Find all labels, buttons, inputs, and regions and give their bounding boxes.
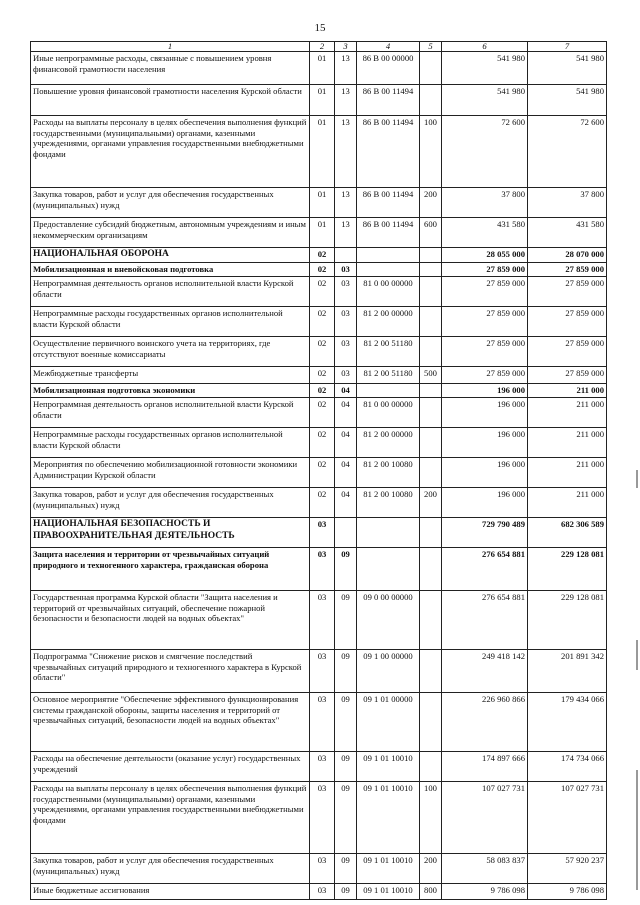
row-section: 03 <box>310 518 335 548</box>
row-section: 03 <box>310 782 335 854</box>
row-expense-type <box>420 248 442 263</box>
row-subsection: 03 <box>335 307 357 337</box>
row-subsection: 09 <box>335 591 357 650</box>
row-amount-year2: 211 000 <box>528 458 607 488</box>
row-amount-year1: 541 980 <box>442 52 528 85</box>
row-subsection: 13 <box>335 218 357 248</box>
row-name: Иные непрограммные расходы, связанные с повышением уровня финансовой грамотности населения <box>31 52 310 85</box>
table-row <box>31 854 607 884</box>
table-row <box>31 218 607 248</box>
row-amount-year2: 27 859 000 <box>528 277 607 307</box>
row-target-article: 81 2 00 00000 <box>357 307 420 337</box>
table-row <box>31 188 607 218</box>
row-target-article: 09 0 00 00000 <box>357 591 420 650</box>
row-expense-type <box>420 591 442 650</box>
row-amount-year2: 229 128 081 <box>528 591 607 650</box>
row-expense-type <box>420 307 442 337</box>
row-amount-year1: 37 800 <box>442 188 528 218</box>
row-amount-year2: 27 859 000 <box>528 367 607 384</box>
row-subsection: 04 <box>335 488 357 518</box>
table-row <box>31 518 607 548</box>
table-row <box>31 548 607 591</box>
row-subsection: 09 <box>335 650 357 693</box>
table-row <box>31 367 607 384</box>
column-header: 3 <box>335 42 357 52</box>
row-amount-year2: 57 920 237 <box>528 854 607 884</box>
row-target-article <box>357 518 420 548</box>
row-expense-type <box>420 650 442 693</box>
row-section: 02 <box>310 398 335 428</box>
table-row <box>31 458 607 488</box>
row-amount-year1: 431 580 <box>442 218 528 248</box>
row-amount-year1: 226 960 866 <box>442 693 528 752</box>
row-expense-type <box>420 693 442 752</box>
row-amount-year1: 27 859 000 <box>442 263 528 277</box>
row-subsection: 09 <box>335 884 357 900</box>
row-target-article <box>357 548 420 591</box>
table-row <box>31 752 607 782</box>
row-amount-year2: 72 600 <box>528 116 607 188</box>
row-target-article: 09 1 01 10010 <box>357 752 420 782</box>
row-expense-type: 200 <box>420 188 442 218</box>
row-section: 03 <box>310 854 335 884</box>
row-amount-year1: 58 083 837 <box>442 854 528 884</box>
row-amount-year2: 37 800 <box>528 188 607 218</box>
row-subsection: 13 <box>335 85 357 116</box>
row-amount-year1: 249 418 142 <box>442 650 528 693</box>
row-section: 01 <box>310 85 335 116</box>
row-amount-year2: 27 859 000 <box>528 263 607 277</box>
row-amount-year2: 9 786 098 <box>528 884 607 900</box>
table-row <box>31 884 607 900</box>
row-amount-year1: 196 000 <box>442 458 528 488</box>
row-expense-type <box>420 548 442 591</box>
row-name: Подпрограмма "Снижение рисков и смягчение последствий чрезвычайных ситуаций природного и техногенного характера в Курской области" <box>31 650 310 693</box>
row-subsection: 03 <box>335 367 357 384</box>
row-amount-year1: 196 000 <box>442 398 528 428</box>
row-name: НАЦИОНАЛЬНАЯ БЕЗОПАСНОСТЬ И ПРАВООХРАНИТЕЛЬНАЯ ДЕЯТЕЛЬНОСТЬ <box>31 518 310 548</box>
row-target-article: 86 В 00 11494 <box>357 85 420 116</box>
row-target-article: 09 1 01 10010 <box>357 854 420 884</box>
row-expense-type <box>420 398 442 428</box>
table-row <box>31 384 607 398</box>
row-name: Расходы на выплаты персоналу в целях обеспечения выполнения функций государственными (муниципальными) органами, казенными учреждениями, органами управления государственными внебюджетными фондами <box>31 782 310 854</box>
row-target-article: 09 1 00 00000 <box>357 650 420 693</box>
row-target-article: 86 В 00 11494 <box>357 218 420 248</box>
row-amount-year2: 107 027 731 <box>528 782 607 854</box>
row-name: Мобилизационная и вневойсковая подготовка <box>31 263 310 277</box>
row-expense-type: 100 <box>420 782 442 854</box>
row-subsection: 04 <box>335 398 357 428</box>
row-subsection: 04 <box>335 458 357 488</box>
row-amount-year2: 211 000 <box>528 384 607 398</box>
column-header: 4 <box>357 42 420 52</box>
row-name: Непрограммные расходы государственных органов исполнительной власти Курской области <box>31 428 310 458</box>
row-expense-type <box>420 337 442 367</box>
row-amount-year2: 211 000 <box>528 398 607 428</box>
row-target-article <box>357 263 420 277</box>
row-amount-year1: 28 055 000 <box>442 248 528 263</box>
row-subsection <box>335 248 357 263</box>
row-amount-year1: 276 654 881 <box>442 591 528 650</box>
row-name: Повышение уровня финансовой грамотности населения Курской области <box>31 85 310 116</box>
budget-table <box>30 41 607 900</box>
row-expense-type: 500 <box>420 367 442 384</box>
row-expense-type: 800 <box>420 884 442 900</box>
row-expense-type <box>420 52 442 85</box>
row-name: Осуществление первичного воинского учета на территориях, где отсутствуют военные комиссариаты <box>31 337 310 367</box>
row-expense-type <box>420 384 442 398</box>
row-section: 03 <box>310 693 335 752</box>
column-header: 5 <box>420 42 442 52</box>
row-section: 03 <box>310 752 335 782</box>
row-target-article: 81 0 00 00000 <box>357 277 420 307</box>
row-subsection: 09 <box>335 548 357 591</box>
table-row <box>31 337 607 367</box>
row-amount-year1: 276 654 881 <box>442 548 528 591</box>
table-row <box>31 52 607 85</box>
row-name: Иные бюджетные ассигнования <box>31 884 310 900</box>
row-amount-year1: 729 790 489 <box>442 518 528 548</box>
row-name: Расходы на выплаты персоналу в целях обеспечения выполнения функций государственными (муниципальными) органами, казенными учреждениями, органами управления государственными внебюджетными фондами <box>31 116 310 188</box>
row-section: 02 <box>310 428 335 458</box>
row-amount-year2: 229 128 081 <box>528 548 607 591</box>
column-header: 2 <box>310 42 335 52</box>
row-amount-year2: 174 734 066 <box>528 752 607 782</box>
table-row <box>31 693 607 752</box>
table-row <box>31 591 607 650</box>
row-section: 03 <box>310 650 335 693</box>
row-amount-year1: 196 000 <box>442 384 528 398</box>
row-section: 03 <box>310 591 335 650</box>
row-expense-type <box>420 458 442 488</box>
row-name: Закупка товаров, работ и услуг для обеспечения государственных (муниципальных) нужд <box>31 188 310 218</box>
row-name: Непрограммная деятельность органов исполнительной власти Курской области <box>31 277 310 307</box>
row-section: 01 <box>310 218 335 248</box>
row-amount-year2: 541 980 <box>528 52 607 85</box>
row-amount-year1: 27 859 000 <box>442 337 528 367</box>
column-header: 1 <box>31 42 310 52</box>
row-section: 02 <box>310 384 335 398</box>
row-amount-year2: 27 859 000 <box>528 307 607 337</box>
row-name: Основное мероприятие "Обеспечение эффективного функционирования системы гражданской обороны, защиты населения и территорий от чрезвычайных ситуаций, безопасности людей на водных объектах" <box>31 693 310 752</box>
row-subsection: 09 <box>335 854 357 884</box>
row-section: 03 <box>310 884 335 900</box>
row-expense-type: 100 <box>420 116 442 188</box>
row-section: 01 <box>310 188 335 218</box>
row-amount-year1: 72 600 <box>442 116 528 188</box>
row-amount-year1: 27 859 000 <box>442 307 528 337</box>
table-row <box>31 116 607 188</box>
row-target-article: 81 2 00 51180 <box>357 367 420 384</box>
row-target-article: 81 2 00 10080 <box>357 458 420 488</box>
row-amount-year2: 27 859 000 <box>528 337 607 367</box>
row-subsection: 09 <box>335 693 357 752</box>
row-name: Мероприятия по обеспечению мобилизационной готовности экономики Администрации Курской области <box>31 458 310 488</box>
row-subsection: 04 <box>335 384 357 398</box>
row-subsection <box>335 518 357 548</box>
row-amount-year2: 682 306 589 <box>528 518 607 548</box>
column-header: 7 <box>528 42 607 52</box>
row-target-article: 09 1 01 00000 <box>357 693 420 752</box>
row-target-article: 81 2 00 00000 <box>357 428 420 458</box>
table-row <box>31 248 607 263</box>
row-section: 01 <box>310 52 335 85</box>
table-row <box>31 307 607 337</box>
table-row <box>31 782 607 854</box>
row-expense-type: 200 <box>420 488 442 518</box>
row-subsection: 13 <box>335 116 357 188</box>
row-name: Закупка товаров, работ и услуг для обеспечения государственных (муниципальных) нужд <box>31 488 310 518</box>
row-subsection: 04 <box>335 428 357 458</box>
table-body <box>31 52 607 900</box>
row-section: 02 <box>310 263 335 277</box>
row-subsection: 03 <box>335 277 357 307</box>
row-target-article: 09 1 01 10010 <box>357 884 420 900</box>
page-number: 15 <box>314 22 326 34</box>
row-subsection: 03 <box>335 263 357 277</box>
row-amount-year1: 27 859 000 <box>442 277 528 307</box>
row-expense-type <box>420 85 442 116</box>
row-expense-type <box>420 428 442 458</box>
row-name: Предоставление субсидий бюджетным, автономным учреждениям и иным некоммерческим организациям <box>31 218 310 248</box>
row-subsection: 09 <box>335 752 357 782</box>
row-subsection: 13 <box>335 188 357 218</box>
table-row <box>31 85 607 116</box>
row-target-article: 09 1 01 10010 <box>357 782 420 854</box>
row-amount-year1: 541 980 <box>442 85 528 116</box>
table-row <box>31 428 607 458</box>
row-name: Закупка товаров, работ и услуг для обеспечения государственных (муниципальных) нужд <box>31 854 310 884</box>
row-amount-year2: 211 000 <box>528 428 607 458</box>
row-amount-year2: 201 891 342 <box>528 650 607 693</box>
row-expense-type <box>420 263 442 277</box>
row-expense-type: 200 <box>420 854 442 884</box>
row-target-article <box>357 248 420 263</box>
row-target-article: 86 В 00 11494 <box>357 116 420 188</box>
scan-edge-mark <box>636 640 638 670</box>
scan-edge-mark <box>636 770 638 890</box>
table-row <box>31 277 607 307</box>
row-amount-year2: 431 580 <box>528 218 607 248</box>
row-section: 02 <box>310 307 335 337</box>
row-target-article: 81 2 00 51180 <box>357 337 420 367</box>
row-amount-year2: 211 000 <box>528 488 607 518</box>
row-expense-type <box>420 277 442 307</box>
row-amount-year1: 174 897 666 <box>442 752 528 782</box>
row-section: 01 <box>310 116 335 188</box>
column-header-row <box>31 42 607 52</box>
row-target-article: 81 0 00 00000 <box>357 398 420 428</box>
row-target-article: 86 В 00 11494 <box>357 188 420 218</box>
row-amount-year2: 28 070 000 <box>528 248 607 263</box>
table-row <box>31 650 607 693</box>
table-row <box>31 398 607 428</box>
column-header: 6 <box>442 42 528 52</box>
row-target-article <box>357 384 420 398</box>
row-name: Непрограммные расходы государственных органов исполнительной власти Курской области <box>31 307 310 337</box>
row-section: 02 <box>310 337 335 367</box>
row-expense-type: 600 <box>420 218 442 248</box>
row-target-article: 86 В 00 00000 <box>357 52 420 85</box>
row-amount-year2: 541 980 <box>528 85 607 116</box>
row-amount-year1: 196 000 <box>442 488 528 518</box>
row-amount-year1: 107 027 731 <box>442 782 528 854</box>
row-section: 02 <box>310 458 335 488</box>
row-name: Расходы на обеспечение деятельности (оказание услуг) государственных учреждений <box>31 752 310 782</box>
row-subsection: 03 <box>335 337 357 367</box>
row-section: 02 <box>310 488 335 518</box>
row-name: Защита населения и территории от чрезвычайных ситуаций природного и техногенного характера, гражданская оборона <box>31 548 310 591</box>
row-name: Государственная программа Курской области "Защита населения и территорий от чрезвычайных ситуаций, обеспечение пожарной безопасности и безопасности людей на водных объектах" <box>31 591 310 650</box>
row-section: 02 <box>310 248 335 263</box>
table-row <box>31 263 607 277</box>
row-amount-year1: 27 859 000 <box>442 367 528 384</box>
row-section: 02 <box>310 277 335 307</box>
row-amount-year1: 196 000 <box>442 428 528 458</box>
row-expense-type <box>420 752 442 782</box>
row-section: 03 <box>310 548 335 591</box>
row-name: Непрограммная деятельность органов исполнительной власти Курской области <box>31 398 310 428</box>
row-name: НАЦИОНАЛЬНАЯ ОБОРОНА <box>31 248 310 263</box>
row-expense-type <box>420 518 442 548</box>
row-name: Мобилизационная подготовка экономики <box>31 384 310 398</box>
row-subsection: 09 <box>335 782 357 854</box>
table-row <box>31 488 607 518</box>
row-target-article: 81 2 00 10080 <box>357 488 420 518</box>
row-section: 02 <box>310 367 335 384</box>
row-name: Межбюджетные трансферты <box>31 367 310 384</box>
row-subsection: 13 <box>335 52 357 85</box>
row-amount-year2: 179 434 066 <box>528 693 607 752</box>
scan-edge-mark <box>636 470 638 488</box>
row-amount-year1: 9 786 098 <box>442 884 528 900</box>
